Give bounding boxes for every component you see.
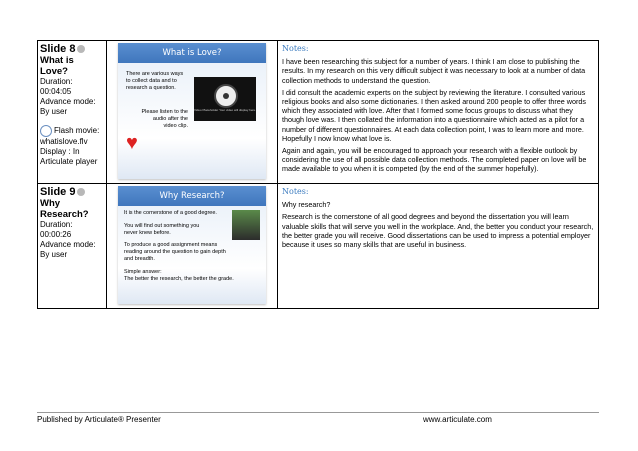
- flash-icon: [40, 125, 52, 137]
- slide-thumbnail: [107, 41, 278, 183]
- audio-icon: [77, 45, 85, 53]
- thumb-text: It is the cornerstone of a good degree.: [124, 210, 217, 216]
- footer-publisher: Published by Articulate® Presenter: [37, 415, 161, 424]
- duration-label: Duration:: [40, 220, 73, 229]
- advance-label: Advance mode:: [40, 240, 96, 249]
- duration-label: Duration:: [40, 77, 73, 86]
- heart-icon: ♥: [126, 132, 138, 154]
- slide-thumbnail: [107, 184, 278, 308]
- notes-cell: [278, 41, 598, 183]
- duration-value: 00:00:26: [40, 230, 72, 239]
- slide-title: Slide 8: [40, 43, 76, 55]
- audio-icon: [77, 188, 85, 196]
- thumb-text: To produce a good assignment means reading around the question to gain depth and breadth.: [124, 242, 226, 262]
- notes-paragraph: Again and again, you will be encouraged to approach your research with a flexible outlook by considering the use of all possible data collection methods. The completed paper on love will be made available to you when it is competed (by the end of the summer hopefully).: [282, 146, 587, 174]
- footer-divider: [37, 412, 599, 413]
- thumb-text: There are various ways to collect data and to research a question.: [126, 71, 184, 91]
- slide-title: Slide 9: [40, 186, 76, 198]
- advance-value: By user: [40, 107, 68, 116]
- advance-value: By user: [40, 250, 68, 259]
- slide-info: [38, 184, 107, 308]
- notes-paragraph: Research is the cornerstone of all good degrees and beyond the dissertation you will learn valuable skills that will serve you well in the workplace. And, the better you conduct your research, the better grade you will receive. Good dissertations can be used to impress a potential employer because it uses so many skills that are useful in business.: [282, 212, 594, 250]
- thumb-title: What is Love?: [118, 43, 266, 63]
- display-mode: Display : In Articulate player: [40, 147, 98, 166]
- slides-table: [37, 40, 599, 309]
- slide-row: [38, 41, 598, 184]
- video-caption: Video Placeholder Your video will display here.: [194, 108, 256, 112]
- film-reel-icon: [214, 84, 238, 108]
- thumb-text: The better the research, the better the grade.: [124, 275, 234, 282]
- notes-paragraph: I did consult the academic experts on the subject by reviewing the literature. I consulted various religious books and also some dictionaries. I then asked around 200 people to offer three words which they associated with love. After that I formed some focus groups to discuss what they though love was. I then collated the information into a questionnaire which acted as a pilot for a number of different questionnaires. At each data collection point, I was to learn more and more. Hopefully I now know what love is.: [282, 87, 586, 143]
- footer-link: www.articulate.com: [423, 415, 492, 424]
- video-placeholder: [194, 77, 256, 121]
- notes-cell: [278, 184, 598, 308]
- thumb-text: Please listen to the audio after the video clip.: [141, 109, 188, 129]
- slide-name: What is Love?: [40, 55, 74, 77]
- student-photo: [232, 210, 260, 240]
- advance-label: Advance mode:: [40, 97, 96, 106]
- slide-info: [38, 41, 107, 183]
- notes-heading: Notes:: [282, 44, 309, 53]
- thumb-title: Why Research?: [118, 186, 266, 206]
- flash-file: whatislove.flv: [40, 137, 88, 146]
- slide-row: [38, 184, 598, 308]
- notes-heading: Notes:: [282, 187, 309, 196]
- slide-name: Why Research?: [40, 198, 89, 220]
- thumb-text: Simple answer:: [124, 268, 162, 275]
- notes-paragraph: I have been researching this subject for a number of years. I think I am close to publishing the results. In my research on this very difficult subject it was necessary to look at a number of data collection methods to understand the question.: [282, 57, 586, 85]
- flash-label: Flash movie:: [54, 126, 100, 136]
- notes-paragraph: Why research?: [282, 200, 331, 210]
- thumb-text: You will find out something you never knew before.: [124, 222, 200, 236]
- duration-value: 00:04:05: [40, 87, 72, 96]
